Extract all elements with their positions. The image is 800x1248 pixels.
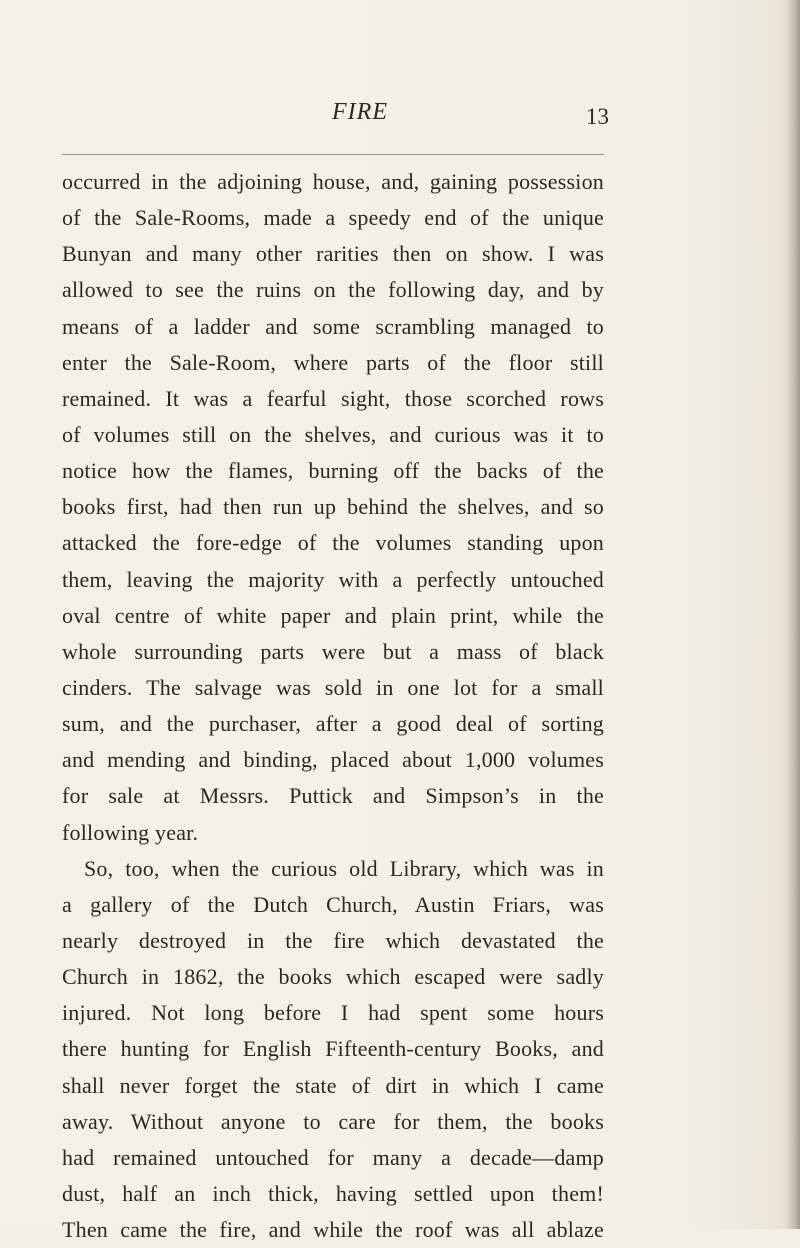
text-line: notice how the flames, burning off the backs of the — [62, 458, 604, 484]
text-line: Then came the fire, and while the roof was all ablaze — [62, 1217, 604, 1243]
text-line: Bunyan and many other rarities then on show. I was — [62, 241, 604, 267]
header-rule — [62, 154, 604, 155]
text-line: nearly destroyed in the fire which devastated the — [62, 927, 604, 953]
text-line: sum, and the purchaser, after a good deal of sorting — [62, 711, 604, 737]
text-line: cinders. The salvage was sold in one lot for a small — [62, 674, 604, 700]
text-line: So, too, when the curious old Library, which was in — [84, 855, 604, 881]
text-line: of the Sale-Rooms, made a speedy end of the unique — [62, 205, 604, 231]
text-line: allowed to see the ruins on the following day, and by — [62, 277, 604, 303]
text-line: a gallery of the Dutch Church, Austin Friars, was — [62, 891, 604, 917]
text-line: shall never forget the state of dirt in which I came — [62, 1072, 604, 1098]
text-line: remained. It was a fearful sight, those scorched rows — [62, 385, 604, 411]
text-line: occurred in the adjoining house, and, gaining possession — [62, 169, 604, 194]
text-line: whole surrounding parts were but a mass of black — [62, 638, 604, 664]
text-line: injured. Not long before I had spent some hours — [62, 1000, 604, 1026]
page-number: 13 — [586, 104, 609, 129]
text-line: and mending and binding, placed about 1,000 volumes — [62, 747, 604, 773]
text-line: dust, half an inch thick, having settled upon them! — [62, 1180, 604, 1206]
text-line: there hunting for English Fifteenth-century Books, and — [62, 1036, 604, 1062]
page-edge-shadow — [786, 0, 800, 1229]
running-head — [0, 99, 800, 139]
text-line: enter the Sale-Room, where parts of the floor still — [62, 349, 604, 375]
text-line: away. Without anyone to care for them, the books — [62, 1108, 604, 1134]
text-line: following year. — [62, 819, 199, 845]
text-line: for sale at Messrs. Puttick and Simpson’s in the — [62, 783, 604, 809]
text-line: them, leaving the majority with a perfectly untouched — [62, 566, 604, 592]
text-line: oval centre of white paper and plain print, while the — [62, 602, 604, 628]
running-head-title: FIRE — [332, 99, 388, 125]
text-line: books first, had then run up behind the shelves, and so — [62, 494, 604, 520]
text-line: of volumes still on the shelves, and curious was it to — [62, 421, 604, 447]
body-text — [62, 164, 604, 1248]
text-line: attacked the fore-edge of the volumes standing upon — [62, 530, 604, 556]
text-line: Church in 1862, the books which escaped were sadly — [62, 964, 604, 990]
text-line: had remained untouched for many a decade—damp — [62, 1144, 604, 1170]
text-line: means of a ladder and some scrambling managed to — [62, 313, 604, 339]
